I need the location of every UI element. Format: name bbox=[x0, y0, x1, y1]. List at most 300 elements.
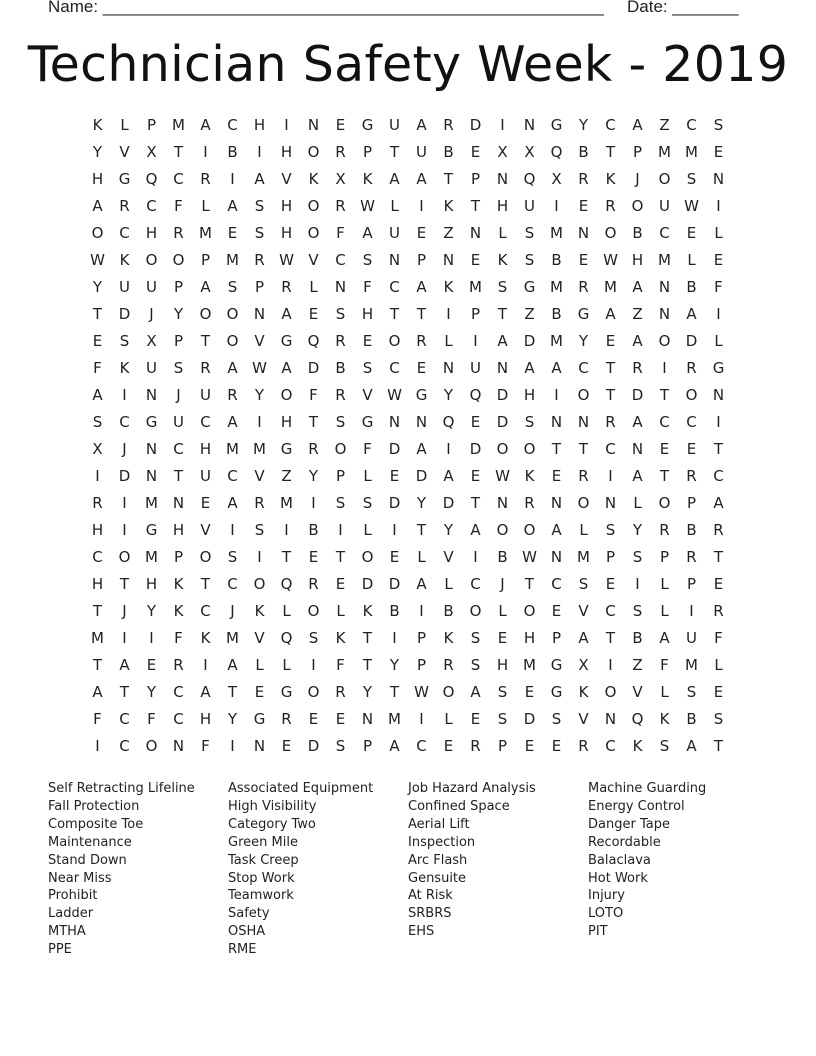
grid-letter[interactable]: A bbox=[389, 737, 400, 755]
grid-letter[interactable]: L bbox=[309, 278, 318, 296]
grid-letter[interactable]: T bbox=[659, 467, 670, 485]
grid-letter[interactable]: I bbox=[473, 332, 478, 350]
grid-letter[interactable]: N bbox=[550, 494, 563, 512]
grid-letter[interactable]: A bbox=[551, 521, 562, 539]
grid-letter[interactable]: B bbox=[686, 710, 697, 728]
grid-letter[interactable]: T bbox=[713, 548, 724, 566]
grid-letter[interactable]: X bbox=[146, 143, 157, 161]
grid-letter[interactable]: T bbox=[578, 440, 589, 458]
grid-letter[interactable]: M bbox=[658, 251, 671, 269]
grid-letter[interactable]: U bbox=[146, 359, 157, 377]
grid-letter[interactable]: S bbox=[470, 656, 481, 674]
grid-letter[interactable]: A bbox=[362, 224, 373, 242]
grid-letter[interactable]: R bbox=[686, 548, 697, 566]
grid-letter[interactable]: K bbox=[173, 602, 184, 620]
grid-letter[interactable]: I bbox=[446, 305, 451, 323]
grid-letter[interactable]: V bbox=[632, 683, 643, 701]
grid-letter[interactable]: A bbox=[92, 197, 103, 215]
grid-letter[interactable]: E bbox=[713, 575, 724, 593]
grid-letter[interactable]: T bbox=[605, 386, 616, 404]
grid-letter[interactable]: O bbox=[496, 521, 509, 539]
grid-letter[interactable]: A bbox=[416, 575, 427, 593]
grid-letter[interactable]: G bbox=[577, 305, 590, 323]
grid-letter[interactable]: I bbox=[122, 386, 127, 404]
grid-letter[interactable]: T bbox=[497, 305, 508, 323]
grid-letter[interactable]: F bbox=[363, 440, 372, 458]
grid-letter[interactable]: L bbox=[444, 332, 453, 350]
grid-letter[interactable]: X bbox=[578, 656, 589, 674]
grid-letter[interactable]: T bbox=[551, 440, 562, 458]
grid-letter[interactable]: T bbox=[524, 575, 535, 593]
grid-letter[interactable]: N bbox=[334, 278, 347, 296]
grid-letter[interactable]: B bbox=[335, 359, 346, 377]
grid-letter[interactable]: S bbox=[335, 413, 346, 431]
grid-letter[interactable]: M bbox=[253, 440, 266, 458]
grid-letter[interactable]: I bbox=[662, 359, 667, 377]
grid-letter[interactable]: M bbox=[226, 251, 239, 269]
grid-letter[interactable]: O bbox=[523, 602, 536, 620]
grid-letter[interactable]: R bbox=[200, 170, 211, 188]
grid-letter[interactable]: R bbox=[308, 440, 319, 458]
grid-letter[interactable]: L bbox=[444, 710, 453, 728]
grid-letter[interactable]: H bbox=[496, 656, 509, 674]
grid-letter[interactable]: E bbox=[713, 683, 724, 701]
grid-letter[interactable]: T bbox=[416, 305, 427, 323]
grid-letter[interactable]: F bbox=[660, 656, 669, 674]
grid-letter[interactable]: K bbox=[308, 170, 319, 188]
grid-letter[interactable]: Q bbox=[469, 386, 482, 404]
grid-letter[interactable]: M bbox=[280, 494, 293, 512]
grid-letter[interactable]: R bbox=[335, 386, 346, 404]
grid-letter[interactable]: F bbox=[363, 278, 372, 296]
grid-letter[interactable]: L bbox=[633, 494, 642, 512]
grid-letter[interactable]: F bbox=[174, 629, 183, 647]
grid-letter[interactable]: N bbox=[712, 386, 725, 404]
grid-letter[interactable]: V bbox=[254, 467, 265, 485]
grid-letter[interactable]: E bbox=[470, 143, 481, 161]
grid-letter[interactable]: P bbox=[362, 143, 373, 161]
grid-letter[interactable]: E bbox=[470, 413, 481, 431]
grid-letter[interactable]: G bbox=[145, 413, 158, 431]
grid-letter[interactable]: S bbox=[254, 224, 265, 242]
grid-letter[interactable]: S bbox=[227, 548, 238, 566]
grid-letter[interactable]: O bbox=[172, 251, 185, 269]
grid-letter[interactable]: H bbox=[145, 224, 158, 242]
grid-letter[interactable]: T bbox=[200, 575, 211, 593]
grid-letter[interactable]: I bbox=[608, 656, 613, 674]
grid-letter[interactable]: M bbox=[226, 629, 239, 647]
grid-letter[interactable]: B bbox=[551, 251, 562, 269]
grid-letter[interactable]: G bbox=[361, 413, 374, 431]
grid-letter[interactable]: K bbox=[92, 116, 103, 134]
grid-letter[interactable]: N bbox=[658, 305, 671, 323]
grid-letter[interactable]: O bbox=[388, 332, 401, 350]
grid-letter[interactable]: E bbox=[362, 332, 373, 350]
grid-letter[interactable]: R bbox=[605, 197, 616, 215]
grid-letter[interactable]: O bbox=[658, 494, 671, 512]
grid-letter[interactable]: S bbox=[713, 710, 724, 728]
grid-letter[interactable]: B bbox=[389, 602, 400, 620]
grid-letter[interactable]: O bbox=[604, 224, 617, 242]
grid-letter[interactable]: O bbox=[442, 683, 455, 701]
grid-letter[interactable]: P bbox=[632, 143, 643, 161]
grid-letter[interactable]: Q bbox=[631, 710, 644, 728]
grid-letter[interactable]: D bbox=[442, 494, 455, 512]
grid-letter[interactable]: R bbox=[578, 467, 589, 485]
grid-letter[interactable]: X bbox=[551, 170, 562, 188]
grid-letter[interactable]: E bbox=[713, 251, 724, 269]
grid-letter[interactable]: R bbox=[416, 332, 427, 350]
grid-letter[interactable]: A bbox=[227, 359, 238, 377]
grid-letter[interactable]: L bbox=[660, 683, 669, 701]
grid-letter[interactable]: D bbox=[118, 305, 131, 323]
grid-letter[interactable]: O bbox=[253, 575, 266, 593]
grid-letter[interactable]: K bbox=[443, 629, 454, 647]
grid-letter[interactable]: A bbox=[92, 386, 103, 404]
grid-letter[interactable]: A bbox=[632, 332, 643, 350]
grid-letter[interactable]: N bbox=[361, 710, 374, 728]
grid-letter[interactable]: P bbox=[551, 629, 562, 647]
grid-letter[interactable]: E bbox=[416, 224, 427, 242]
grid-letter[interactable]: S bbox=[497, 278, 508, 296]
grid-letter[interactable]: Z bbox=[524, 305, 535, 323]
grid-letter[interactable]: H bbox=[280, 197, 293, 215]
grid-letter[interactable]: E bbox=[254, 683, 265, 701]
grid-letter[interactable]: X bbox=[497, 143, 508, 161]
grid-letter[interactable]: L bbox=[255, 656, 264, 674]
grid-letter[interactable]: B bbox=[497, 548, 508, 566]
grid-letter[interactable]: C bbox=[389, 359, 400, 377]
name-field[interactable]: Name: _____________________________________________________ bbox=[48, 0, 604, 16]
grid-letter[interactable]: E bbox=[281, 737, 292, 755]
grid-letter[interactable]: M bbox=[550, 224, 563, 242]
grid-letter[interactable]: S bbox=[497, 710, 508, 728]
date-field[interactable]: Date: _______ bbox=[627, 0, 739, 16]
grid-letter[interactable]: L bbox=[714, 656, 723, 674]
grid-letter[interactable]: L bbox=[660, 575, 669, 593]
grid-letter[interactable]: R bbox=[281, 278, 292, 296]
grid-letter[interactable]: B bbox=[443, 143, 454, 161]
grid-letter[interactable]: S bbox=[362, 251, 373, 269]
grid-letter[interactable]: S bbox=[659, 737, 670, 755]
grid-letter[interactable]: D bbox=[496, 386, 509, 404]
grid-letter[interactable]: R bbox=[713, 521, 724, 539]
grid-letter[interactable]: V bbox=[200, 521, 211, 539]
grid-letter[interactable]: H bbox=[253, 116, 266, 134]
grid-letter[interactable]: K bbox=[578, 683, 589, 701]
grid-letter[interactable]: J bbox=[122, 602, 127, 620]
grid-letter[interactable]: V bbox=[578, 602, 589, 620]
grid-letter[interactable]: W bbox=[90, 251, 105, 269]
grid-letter[interactable]: S bbox=[362, 359, 373, 377]
grid-letter[interactable]: D bbox=[388, 575, 401, 593]
grid-letter[interactable]: I bbox=[257, 548, 262, 566]
grid-letter[interactable]: E bbox=[416, 359, 427, 377]
grid-letter[interactable]: B bbox=[686, 278, 697, 296]
grid-letter[interactable]: G bbox=[415, 386, 428, 404]
grid-letter[interactable]: A bbox=[227, 494, 238, 512]
grid-letter[interactable]: J bbox=[176, 386, 181, 404]
grid-letter[interactable]: S bbox=[605, 521, 616, 539]
grid-letter[interactable]: E bbox=[686, 224, 697, 242]
grid-letter[interactable]: I bbox=[95, 737, 100, 755]
grid-letter[interactable]: Q bbox=[307, 332, 320, 350]
grid-letter[interactable]: C bbox=[173, 170, 184, 188]
grid-letter[interactable]: F bbox=[147, 710, 156, 728]
grid-letter[interactable]: P bbox=[146, 116, 157, 134]
grid-letter[interactable]: O bbox=[307, 602, 320, 620]
grid-letter[interactable]: T bbox=[605, 143, 616, 161]
grid-letter[interactable]: W bbox=[387, 386, 402, 404]
grid-letter[interactable]: O bbox=[91, 224, 104, 242]
grid-letter[interactable]: A bbox=[659, 629, 670, 647]
grid-letter[interactable]: Y bbox=[578, 116, 589, 134]
grid-letter[interactable]: C bbox=[119, 737, 130, 755]
grid-letter[interactable]: Q bbox=[550, 143, 563, 161]
grid-letter[interactable]: E bbox=[335, 575, 346, 593]
grid-letter[interactable]: E bbox=[605, 332, 616, 350]
grid-letter[interactable]: R bbox=[659, 521, 670, 539]
grid-letter[interactable]: U bbox=[389, 116, 400, 134]
grid-letter[interactable]: R bbox=[443, 656, 454, 674]
grid-letter[interactable]: I bbox=[122, 521, 127, 539]
grid-letter[interactable]: U bbox=[146, 278, 157, 296]
grid-letter[interactable]: M bbox=[91, 629, 104, 647]
grid-letter[interactable]: O bbox=[118, 548, 131, 566]
grid-letter[interactable]: W bbox=[522, 548, 537, 566]
grid-letter[interactable]: E bbox=[389, 467, 400, 485]
grid-letter[interactable]: S bbox=[92, 413, 103, 431]
grid-letter[interactable]: C bbox=[551, 575, 562, 593]
grid-letter[interactable]: F bbox=[336, 656, 345, 674]
grid-letter[interactable]: M bbox=[145, 494, 158, 512]
grid-letter[interactable]: K bbox=[524, 467, 535, 485]
grid-letter[interactable]: E bbox=[605, 575, 616, 593]
grid-letter[interactable]: C bbox=[227, 575, 238, 593]
grid-letter[interactable]: C bbox=[335, 251, 346, 269]
grid-letter[interactable]: Q bbox=[442, 413, 455, 431]
grid-letter[interactable]: C bbox=[659, 224, 670, 242]
grid-letter[interactable]: U bbox=[173, 413, 184, 431]
grid-letter[interactable]: K bbox=[362, 170, 373, 188]
grid-letter[interactable]: A bbox=[227, 197, 238, 215]
grid-letter[interactable]: E bbox=[389, 548, 400, 566]
grid-letter[interactable]: Y bbox=[308, 467, 319, 485]
grid-letter[interactable]: R bbox=[713, 602, 724, 620]
grid-letter[interactable]: O bbox=[577, 494, 590, 512]
grid-letter[interactable]: R bbox=[281, 710, 292, 728]
grid-letter[interactable]: E bbox=[200, 494, 211, 512]
grid-letter[interactable]: I bbox=[338, 521, 343, 539]
grid-letter[interactable]: V bbox=[578, 710, 589, 728]
grid-letter[interactable]: Y bbox=[632, 521, 643, 539]
grid-letter[interactable]: K bbox=[335, 629, 346, 647]
grid-letter[interactable]: L bbox=[201, 197, 210, 215]
grid-letter[interactable]: X bbox=[146, 332, 157, 350]
grid-letter[interactable]: N bbox=[577, 413, 590, 431]
grid-letter[interactable]: R bbox=[254, 251, 265, 269]
grid-letter[interactable]: D bbox=[523, 710, 536, 728]
grid-letter[interactable]: G bbox=[280, 683, 293, 701]
grid-letter[interactable]: Y bbox=[443, 521, 454, 539]
grid-letter[interactable]: V bbox=[443, 548, 454, 566]
grid-letter[interactable]: T bbox=[173, 467, 184, 485]
grid-letter[interactable]: C bbox=[200, 602, 211, 620]
grid-letter[interactable]: A bbox=[389, 170, 400, 188]
grid-letter[interactable]: C bbox=[605, 116, 616, 134]
grid-letter[interactable]: L bbox=[660, 602, 669, 620]
grid-letter[interactable]: A bbox=[227, 413, 238, 431]
grid-letter[interactable]: G bbox=[523, 278, 536, 296]
grid-letter[interactable]: T bbox=[173, 143, 184, 161]
grid-letter[interactable]: N bbox=[496, 494, 509, 512]
grid-letter[interactable]: M bbox=[685, 656, 698, 674]
grid-letter[interactable]: I bbox=[149, 629, 154, 647]
grid-letter[interactable]: L bbox=[390, 197, 399, 215]
grid-letter[interactable]: I bbox=[419, 602, 424, 620]
grid-letter[interactable]: A bbox=[416, 278, 427, 296]
grid-letter[interactable]: F bbox=[714, 278, 723, 296]
grid-letter[interactable]: J bbox=[230, 602, 235, 620]
grid-letter[interactable]: S bbox=[632, 548, 643, 566]
grid-letter[interactable]: R bbox=[686, 359, 697, 377]
grid-letter[interactable]: T bbox=[659, 386, 670, 404]
grid-letter[interactable]: I bbox=[230, 521, 235, 539]
grid-letter[interactable]: E bbox=[470, 251, 481, 269]
grid-letter[interactable]: P bbox=[470, 170, 481, 188]
grid-letter[interactable]: C bbox=[686, 116, 697, 134]
grid-letter[interactable]: Q bbox=[280, 629, 293, 647]
grid-letter[interactable]: S bbox=[713, 116, 724, 134]
grid-letter[interactable]: D bbox=[307, 359, 320, 377]
grid-letter[interactable]: J bbox=[122, 440, 127, 458]
grid-letter[interactable]: I bbox=[95, 467, 100, 485]
grid-letter[interactable]: T bbox=[362, 656, 373, 674]
grid-letter[interactable]: S bbox=[551, 710, 562, 728]
grid-letter[interactable]: W bbox=[279, 251, 294, 269]
grid-letter[interactable]: N bbox=[658, 278, 671, 296]
grid-letter[interactable]: S bbox=[524, 413, 535, 431]
grid-letter[interactable]: N bbox=[415, 413, 428, 431]
grid-letter[interactable]: E bbox=[524, 737, 535, 755]
grid-letter[interactable]: U bbox=[416, 143, 427, 161]
grid-letter[interactable]: B bbox=[632, 224, 643, 242]
grid-letter[interactable]: C bbox=[659, 413, 670, 431]
grid-letter[interactable]: U bbox=[119, 278, 130, 296]
grid-letter[interactable]: N bbox=[631, 440, 644, 458]
grid-letter[interactable]: I bbox=[716, 197, 721, 215]
grid-letter[interactable]: D bbox=[523, 332, 536, 350]
grid-letter[interactable]: N bbox=[604, 494, 617, 512]
grid-letter[interactable]: C bbox=[389, 278, 400, 296]
grid-letter[interactable]: T bbox=[389, 683, 400, 701]
grid-letter[interactable]: L bbox=[498, 602, 507, 620]
grid-letter[interactable]: L bbox=[714, 332, 723, 350]
grid-letter[interactable]: T bbox=[470, 197, 481, 215]
grid-letter[interactable]: A bbox=[443, 467, 454, 485]
grid-letter[interactable]: A bbox=[416, 440, 427, 458]
grid-letter[interactable]: J bbox=[635, 170, 640, 188]
grid-letter[interactable]: A bbox=[686, 737, 697, 755]
grid-letter[interactable]: O bbox=[199, 548, 212, 566]
grid-letter[interactable]: K bbox=[443, 197, 454, 215]
grid-letter[interactable]: T bbox=[119, 575, 130, 593]
grid-letter[interactable]: O bbox=[307, 683, 320, 701]
grid-letter[interactable]: S bbox=[470, 629, 481, 647]
grid-letter[interactable]: Y bbox=[227, 710, 238, 728]
grid-letter[interactable]: V bbox=[254, 629, 265, 647]
grid-letter[interactable]: X bbox=[335, 170, 346, 188]
grid-letter[interactable]: A bbox=[578, 629, 589, 647]
grid-letter[interactable]: P bbox=[659, 548, 670, 566]
grid-letter[interactable]: H bbox=[172, 521, 185, 539]
grid-letter[interactable]: E bbox=[524, 683, 535, 701]
grid-letter[interactable]: C bbox=[227, 467, 238, 485]
grid-letter[interactable]: A bbox=[119, 656, 130, 674]
grid-letter[interactable]: X bbox=[92, 440, 103, 458]
grid-letter[interactable]: W bbox=[495, 467, 510, 485]
grid-letter[interactable]: I bbox=[500, 116, 505, 134]
grid-letter[interactable]: M bbox=[658, 143, 671, 161]
grid-letter[interactable]: M bbox=[604, 278, 617, 296]
grid-letter[interactable]: M bbox=[199, 224, 212, 242]
grid-letter[interactable]: R bbox=[173, 656, 184, 674]
grid-letter[interactable]: J bbox=[500, 575, 505, 593]
grid-letter[interactable]: Q bbox=[280, 575, 293, 593]
grid-letter[interactable]: U bbox=[200, 386, 211, 404]
grid-letter[interactable]: O bbox=[496, 440, 509, 458]
grid-letter[interactable]: I bbox=[311, 494, 316, 512]
grid-letter[interactable]: O bbox=[145, 251, 158, 269]
grid-letter[interactable]: G bbox=[361, 116, 374, 134]
grid-letter[interactable]: O bbox=[199, 305, 212, 323]
grid-letter[interactable]: M bbox=[469, 278, 482, 296]
grid-letter[interactable]: S bbox=[254, 521, 265, 539]
grid-letter[interactable]: I bbox=[230, 737, 235, 755]
grid-letter[interactable]: L bbox=[336, 602, 345, 620]
grid-letter[interactable]: D bbox=[361, 575, 374, 593]
grid-letter[interactable]: R bbox=[578, 737, 589, 755]
grid-letter[interactable]: X bbox=[524, 143, 535, 161]
grid-letter[interactable]: N bbox=[388, 251, 401, 269]
grid-letter[interactable]: L bbox=[282, 602, 291, 620]
grid-letter[interactable]: R bbox=[335, 197, 346, 215]
grid-letter[interactable]: N bbox=[469, 224, 482, 242]
grid-letter[interactable]: N bbox=[577, 224, 590, 242]
grid-letter[interactable]: G bbox=[550, 656, 563, 674]
grid-letter[interactable]: A bbox=[416, 170, 427, 188]
grid-letter[interactable]: A bbox=[254, 170, 265, 188]
grid-letter[interactable]: I bbox=[608, 467, 613, 485]
grid-letter[interactable]: L bbox=[444, 575, 453, 593]
grid-letter[interactable]: P bbox=[416, 629, 427, 647]
grid-letter[interactable]: H bbox=[361, 305, 374, 323]
grid-letter[interactable]: H bbox=[280, 143, 293, 161]
grid-letter[interactable]: C bbox=[119, 224, 130, 242]
grid-letter[interactable]: G bbox=[550, 683, 563, 701]
grid-letter[interactable]: B bbox=[578, 143, 589, 161]
grid-letter[interactable]: E bbox=[551, 467, 562, 485]
grid-letter[interactable]: V bbox=[362, 386, 373, 404]
grid-letter[interactable]: N bbox=[307, 116, 320, 134]
grid-letter[interactable]: T bbox=[389, 305, 400, 323]
grid-letter[interactable]: K bbox=[254, 602, 265, 620]
grid-letter[interactable]: O bbox=[145, 737, 158, 755]
grid-letter[interactable]: O bbox=[226, 305, 239, 323]
grid-letter[interactable]: R bbox=[308, 575, 319, 593]
grid-letter[interactable]: O bbox=[280, 386, 293, 404]
grid-letter[interactable]: A bbox=[281, 305, 292, 323]
